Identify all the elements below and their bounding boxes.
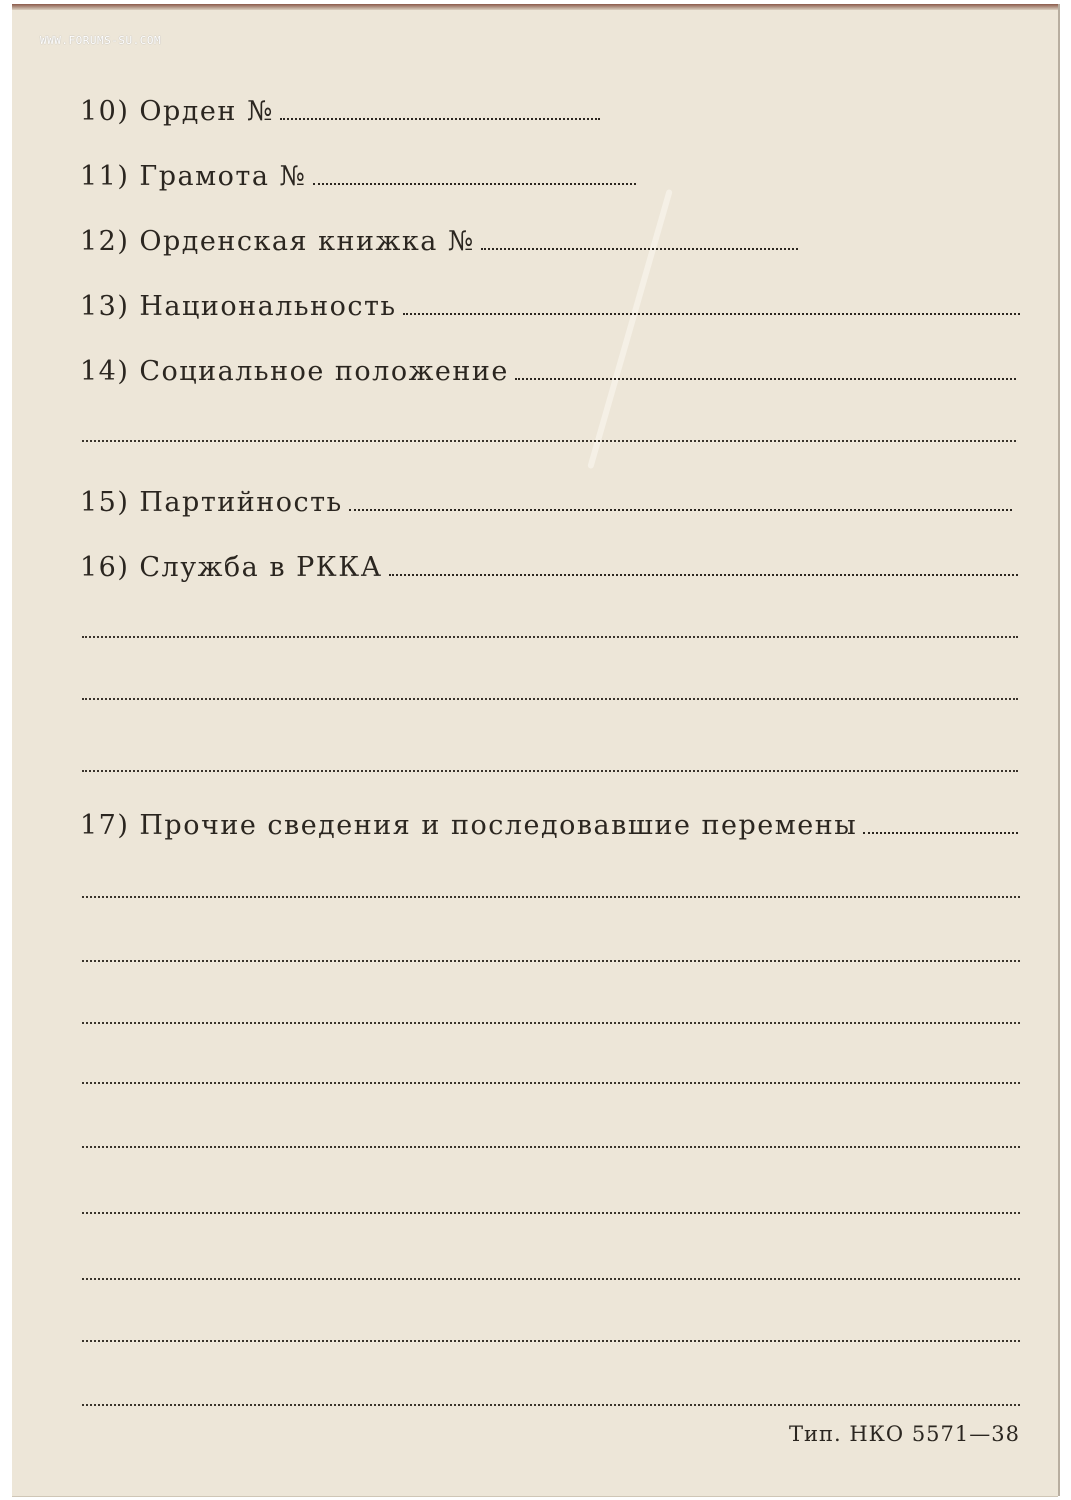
field-nationality	[80, 291, 1020, 322]
field-order-number	[80, 96, 600, 127]
fill-line[interactable]	[313, 183, 636, 185]
fill-line[interactable]	[82, 1022, 1020, 1024]
field-label: Партийность	[139, 487, 343, 518]
fill-line[interactable]	[82, 960, 1020, 962]
field-label: Социальное положение	[139, 356, 509, 387]
field-number: 13)	[80, 291, 130, 322]
field-label: Орденская книжка №	[139, 226, 475, 257]
field-number: 16)	[80, 552, 130, 583]
field-label: Прочие сведения и последовавшие перемены	[139, 810, 858, 841]
field-other-information	[80, 810, 1018, 841]
field-label: Служба в РККА	[139, 552, 383, 583]
fill-line[interactable]	[481, 248, 798, 250]
print-imprint: Тип. НКО 5571—38	[789, 1422, 1020, 1446]
field-number: 14)	[80, 356, 130, 387]
field-label: Национальность	[139, 291, 397, 322]
fill-line[interactable]	[82, 1340, 1020, 1342]
field-number: 10)	[80, 96, 130, 127]
fill-line[interactable]	[82, 440, 1016, 442]
field-label: Грамота №	[139, 161, 307, 192]
field-number: 15)	[80, 487, 130, 518]
fill-line[interactable]	[280, 118, 600, 120]
fill-line[interactable]	[82, 770, 1018, 772]
fill-line[interactable]	[82, 896, 1020, 898]
field-party-membership	[80, 487, 1012, 518]
fill-line[interactable]	[82, 636, 1018, 638]
fill-line[interactable]	[389, 574, 1018, 576]
field-order-book-number	[80, 226, 798, 257]
fill-line[interactable]	[863, 832, 1018, 834]
fill-line[interactable]	[515, 378, 1016, 380]
field-social-status	[80, 356, 1016, 387]
form-sheet	[12, 4, 1058, 1496]
fill-line[interactable]	[403, 313, 1020, 315]
fill-line[interactable]	[82, 1212, 1020, 1214]
fill-line[interactable]	[349, 509, 1012, 511]
field-rkka-service	[80, 552, 1018, 583]
field-number: 17)	[80, 810, 130, 841]
fill-line[interactable]	[82, 1146, 1020, 1148]
fill-line[interactable]	[82, 698, 1018, 700]
fill-line[interactable]	[82, 1278, 1020, 1280]
field-number: 11)	[80, 161, 130, 192]
watermark: WWW.FORUMS-SU.COM	[40, 34, 162, 47]
field-number: 12)	[80, 226, 130, 257]
field-certificate-number	[80, 161, 636, 192]
field-label: Орден №	[139, 96, 275, 127]
fill-line[interactable]	[82, 1082, 1020, 1084]
fill-line[interactable]	[82, 1404, 1020, 1406]
